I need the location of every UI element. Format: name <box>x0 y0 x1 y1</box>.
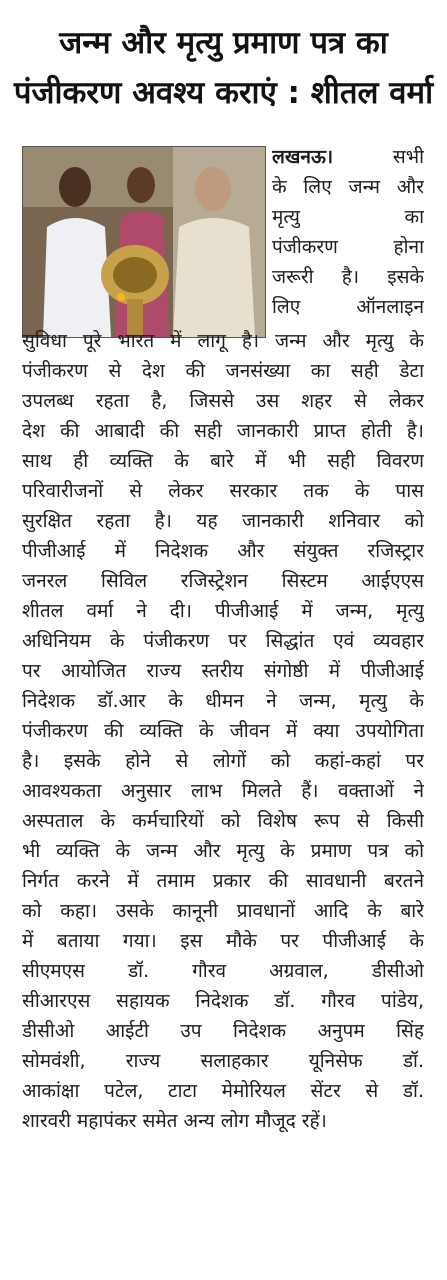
body-line: देश की आबादी की सही जानकारी प्राप्त होती है। <box>22 420 424 442</box>
body-line: है। इसके होने से लोगों को कहां-कहां पर <box>22 750 424 772</box>
body-line: पंजीकरण होना <box>272 236 424 258</box>
dateline: लखनऊ। <box>272 146 334 168</box>
body-line: परिवारीजनों से लेकर सरकार तक के पास <box>22 480 424 502</box>
body-line: अधिनियम के पंजीकरण पर सिद्धांत एवं व्यवहार <box>22 630 424 652</box>
headline-line-1: जन्म और मृत्यु प्रमाण पत्र का <box>59 25 388 61</box>
body-line: भी व्यक्ति के जन्म और मृत्यु के प्रमाण पत्र को <box>22 840 424 862</box>
body-line: पंजीकरण से देश की जनसंख्या का सही डेटा <box>22 360 424 382</box>
body-line: अस्पताल के कर्मचारियों को विशेष रूप से किसी <box>22 810 424 832</box>
body-line: पर आयोजित राज्य स्तरीय संगोष्ठी में पीजीआई <box>22 660 424 682</box>
body-line: आवश्यकता अनुसार लाभ मिलते हैं। वक्ताओं ने <box>22 780 424 802</box>
body-line: सीआरएस सहायक निदेशक डॉ. गौरव पांडेय, <box>22 990 424 1012</box>
photo-illustration <box>23 147 265 337</box>
body-line: डीसीओ आईटी उप निदेशक अनुपम सिंह <box>22 1020 424 1042</box>
body-line: जनरल सिविल रजिस्ट्रेशन सिस्टम आईएएस <box>22 570 424 592</box>
body-line: साथ ही व्यक्ति के बारे में भी सही विवरण <box>22 450 424 472</box>
body-line: सुरक्षित रहता है। यह जानकारी शनिवार को <box>22 510 424 532</box>
body-line: जरूरी है। इसके <box>272 266 424 288</box>
body-line: पंजीकरण की व्यक्ति के जीवन में क्या उपयोगिता <box>22 720 424 742</box>
body-line: लिए ऑनलाइन <box>272 296 424 318</box>
body-line: पीजीआई में निदेशक और संयुक्त रजिस्ट्रार <box>22 540 424 562</box>
body-line: सोमवंशी, राज्य सलाहकार यूनिसेफ डॉ. <box>22 1050 424 1072</box>
headline-line-2: पंजीकरण अवश्य कराएं : शीतल वर्मा <box>13 75 434 111</box>
body-line: मृत्यु का <box>272 206 424 228</box>
body-line: सीएमएस डॉ. गौरव अग्रवाल, डीसीओ <box>22 960 424 982</box>
body-line: को कहा। उसके कानूनी प्रावधानों आदि के बारे <box>22 900 424 922</box>
body-line: निर्गत करने में तमाम प्रकार की सावधानी बरतने <box>22 870 424 892</box>
headline <box>10 18 437 118</box>
body-line: शारवरी महापंकर समेत अन्य लोग मौजूद रहें। <box>22 1110 327 1132</box>
body-line: शीतल वर्मा ने दी। पीजीआई में जन्म, मृत्यु <box>22 600 424 622</box>
body-line: सुविधा पूरे भारत में लागू है। जन्म और मृत्यु के <box>22 330 424 352</box>
body-line: उपलब्ध रहता है, जिससे उस शहर से लेकर <box>22 390 424 412</box>
body-line: में बताया गया। इस मौके पर पीजीआई के <box>22 930 424 952</box>
body-line: आकांक्षा पटेल, टाटा मेमोरियल सेंटर से डॉ. <box>22 1080 424 1102</box>
body-line: निदेशक डॉ.आर के धीमन ने जन्म, मृत्यु के <box>22 690 424 712</box>
news-photo <box>22 146 266 338</box>
body-line: के लिए जन्म और <box>272 176 424 198</box>
body-line: लखनऊ। सभी <box>272 146 424 168</box>
